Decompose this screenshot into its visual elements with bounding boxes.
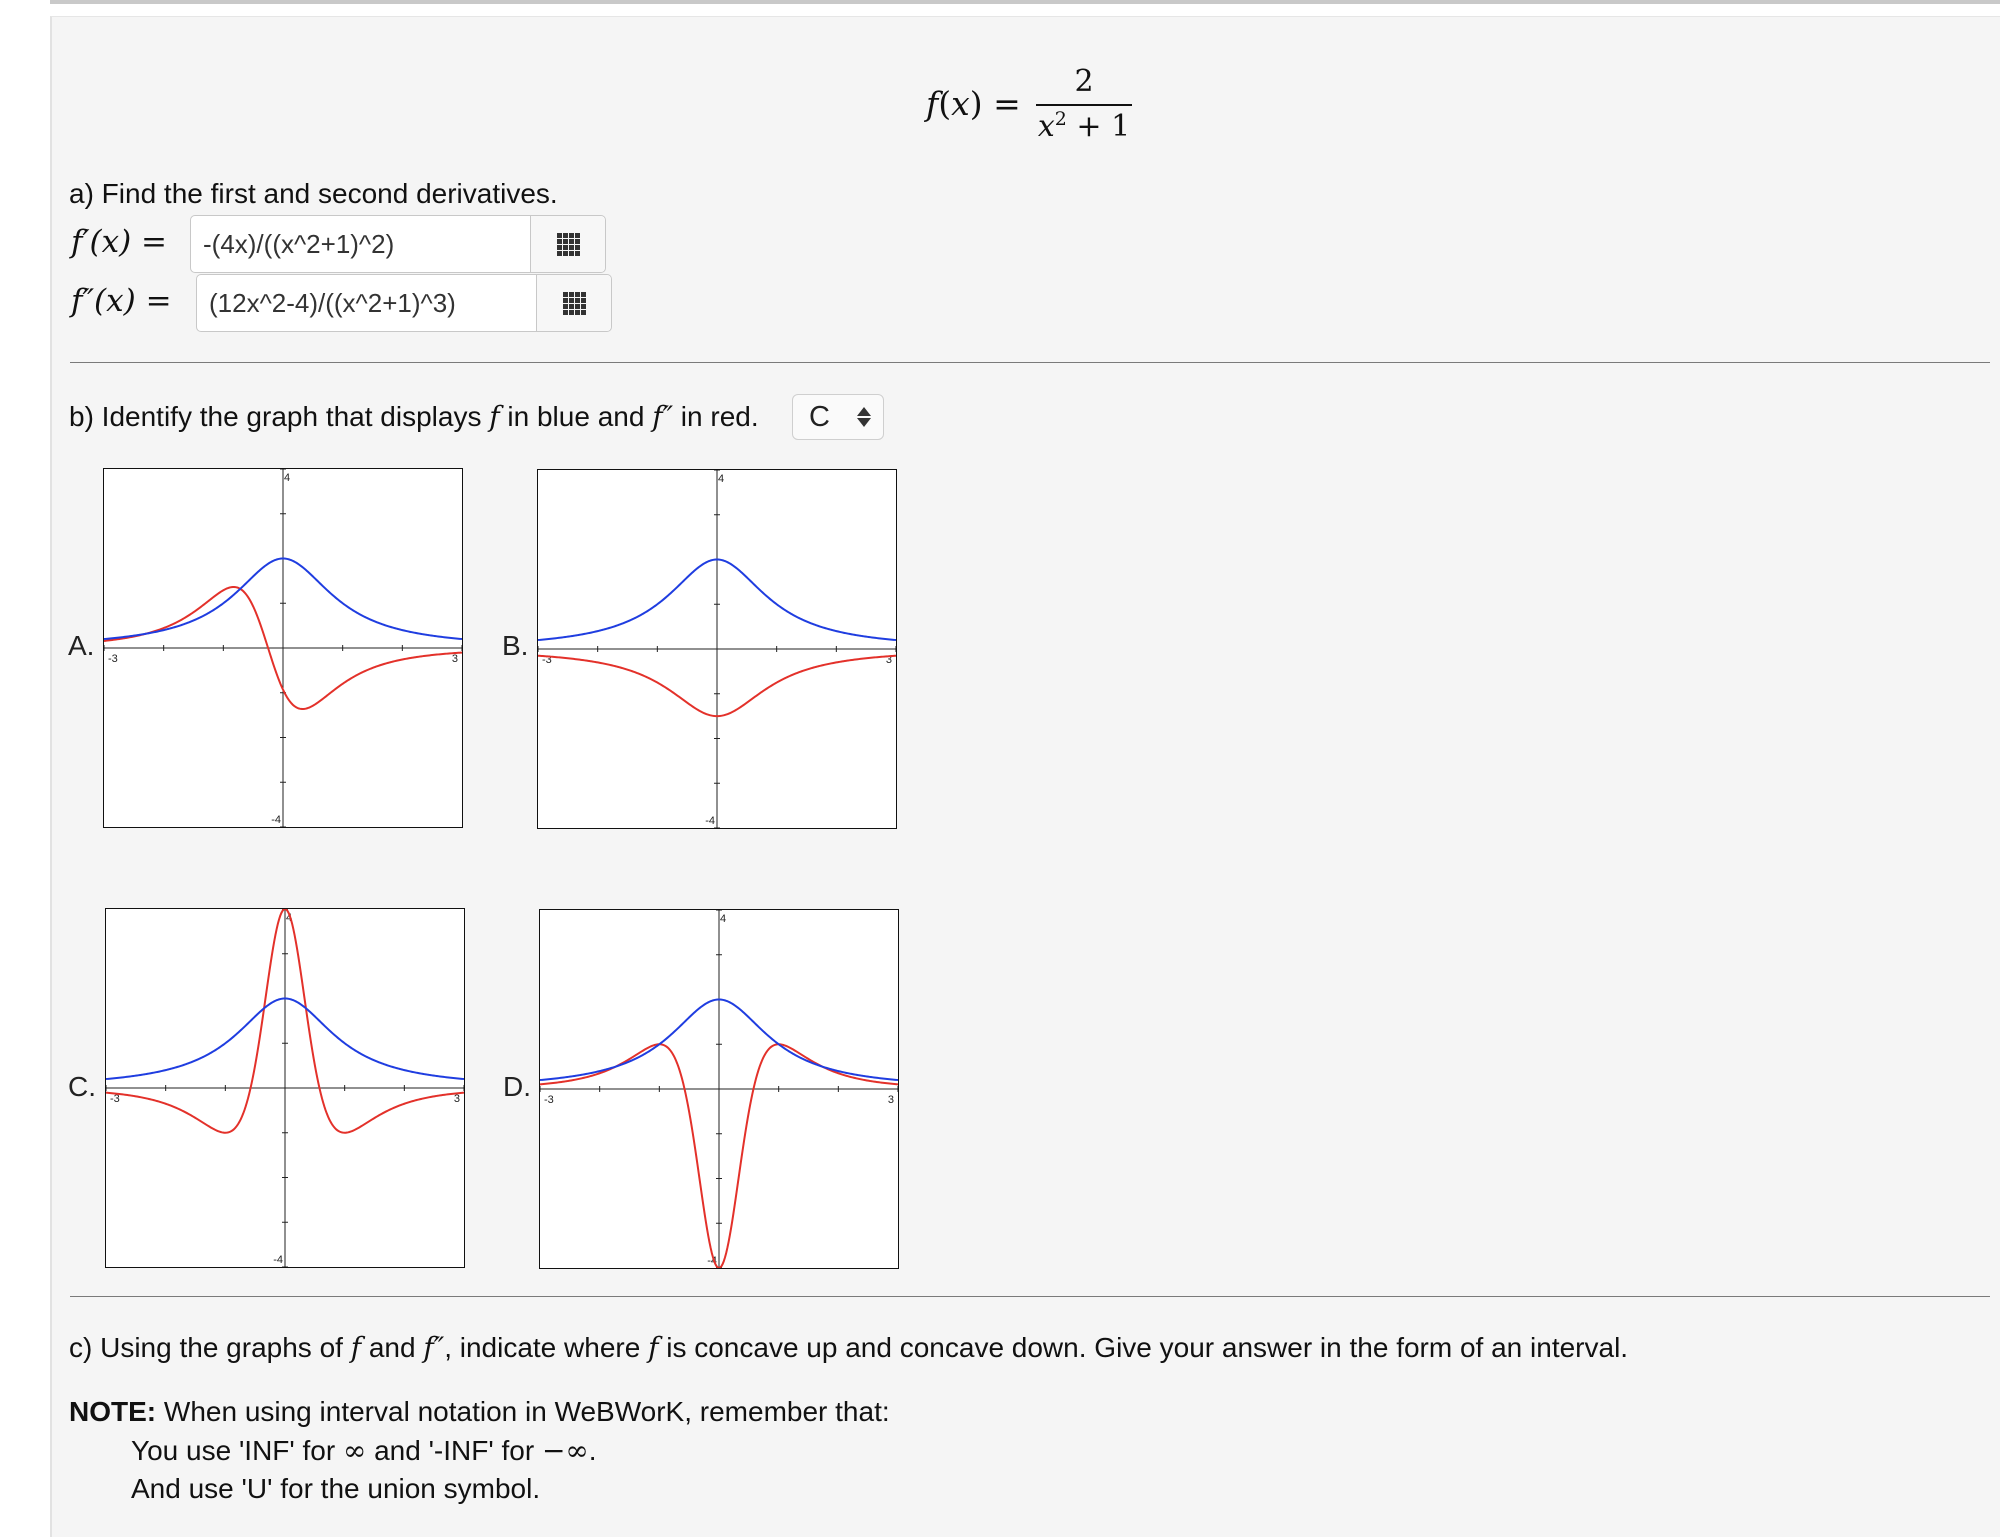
graph-plot: [104, 469, 462, 827]
first-derivative-field[interactable]: [190, 215, 606, 273]
note-block: [69, 1396, 890, 1505]
y-max-label: 4: [286, 912, 293, 924]
note-line-union: And use 'U' for the union symbol.: [131, 1473, 541, 1504]
y-min-label: -4: [271, 814, 281, 826]
x-min-label: -3: [544, 1094, 554, 1106]
x-min-label: -3: [108, 653, 118, 665]
x-max-label: 3: [453, 1093, 460, 1105]
part-b-prompt: b) Identify the graph that displays f in blue and f″ in red.: [69, 400, 759, 433]
y-max-label: 4: [718, 473, 725, 485]
part-c-prompt: c) Using the graphs of f and f″, indicate where f is concave up and concave down. Give your answer in the form of an interval.: [69, 1331, 1629, 1364]
section-divider: [70, 362, 1990, 363]
part-a-prompt: a) Find the first and second derivatives.: [69, 178, 558, 209]
equation-editor-button[interactable]: [536, 275, 611, 331]
graph-plot: [106, 909, 464, 1267]
graph-a: [103, 468, 463, 828]
x-max-label: 3: [451, 653, 458, 665]
y-min-label: -4: [273, 1254, 283, 1266]
second-derivative-label: f″(x) =: [71, 283, 172, 319]
x-max-label: 3: [887, 1094, 894, 1106]
x-min-label: -3: [542, 654, 552, 666]
first-derivative-input[interactable]: -(4x)/((x^2+1)^2): [203, 228, 395, 259]
y-min-label: -4: [707, 1255, 717, 1267]
equation-editor-button[interactable]: [530, 216, 605, 272]
graph-select-value: C: [809, 400, 830, 433]
x-min-label: -3: [110, 1093, 120, 1105]
y-min-label: -4: [705, 815, 715, 827]
top-divider: [50, 0, 2000, 4]
graph-label-c: C.: [68, 1071, 96, 1102]
graph-d: [539, 909, 899, 1269]
updown-arrows-icon: [857, 407, 871, 427]
second-derivative-field[interactable]: [196, 274, 612, 332]
formula-numerator: 2: [1074, 64, 1094, 99]
graph-select-dropdown[interactable]: [792, 394, 884, 440]
graph-plot: [540, 910, 898, 1268]
y-max-label: 4: [720, 913, 727, 925]
function-formula: [922, 58, 1162, 148]
x-max-label: 3: [885, 654, 892, 666]
y-max-label: 4: [284, 472, 291, 484]
second-derivative-input[interactable]: (12x^2-4)/((x^2+1)^3): [209, 287, 456, 318]
note-line-inf: You use 'INF' for ∞ and '-INF' for −∞.: [131, 1434, 597, 1467]
grid-icon: [557, 233, 580, 256]
graph-label-b: B.: [502, 630, 529, 661]
graph-label-a: A.: [68, 630, 95, 661]
graph-b: [537, 469, 897, 829]
note-heading: NOTE: When using interval notation in WeBWorK, remember that:: [69, 1396, 890, 1427]
fraction-bar: [1036, 104, 1132, 106]
first-derivative-label: f′(x) =: [71, 224, 168, 260]
grid-icon: [563, 292, 586, 315]
graph-plot: [538, 470, 896, 828]
graph-c: [105, 908, 465, 1268]
section-divider: [70, 1296, 1990, 1297]
graph-label-d: D.: [503, 1071, 531, 1102]
formula-denominator: $x^2 + 1$: [1037, 108, 1131, 144]
formula-lhs: f(x) =: [926, 84, 1021, 123]
